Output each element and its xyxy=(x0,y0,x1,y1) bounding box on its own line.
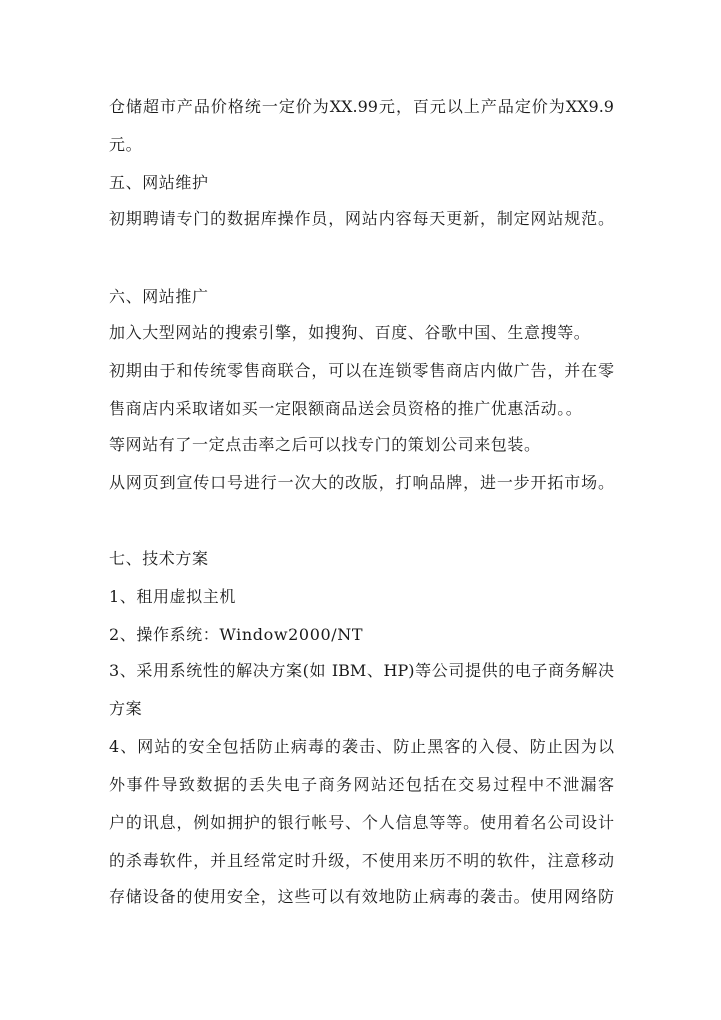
paragraph-line-8: 从网页到宣传口号进行一次大的改版，打响品牌，进一步开拓市场。 xyxy=(109,473,614,492)
list-item-1: 1、租用虚拟主机 xyxy=(109,587,236,606)
list-item-3-line-2: 方案 xyxy=(109,699,143,718)
list-item-2: 2、操作系统：Window2000/NT xyxy=(109,625,364,644)
section-heading-maintenance: 五、网站维护 xyxy=(109,173,209,192)
paragraph-line-3: 初期聘请专门的数据库操作员，网站内容每天更新，制定网站规范。 xyxy=(109,209,614,228)
list-item-4-line-5: 存储设备的使用安全，这些可以有效地防止病毒的袭击。使用网络防 xyxy=(109,887,614,906)
paragraph-line-1: 仓储超市产品价格统一定价为XX.99元，百元以上产品定价为XX9.9 xyxy=(109,97,614,116)
list-item-4-line-1: 4、网站的安全包括防止病毒的袭击、防止黑客的入侵、防止因为以 xyxy=(109,737,614,756)
section-heading-promotion: 六、网站推广 xyxy=(109,287,209,306)
paragraph-line-5: 初期由于和传统零售商联合，可以在连锁零售商店内做广告，并在零 xyxy=(109,361,614,380)
list-item-3-line-1: 3、采用系统性的解决方案(如 IBM、HP)等公司提供的电子商务解决 xyxy=(109,661,614,680)
section-heading-technical: 七、技术方案 xyxy=(109,549,209,568)
paragraph-line-6: 售商店内采取诸如买一定限额商品送会员资格的推广优惠活动。。 xyxy=(109,399,583,418)
paragraph-line-4: 加入大型网站的搜索引擎，如搜狗、百度、谷歌中国、生意搜等。 xyxy=(109,323,591,342)
paragraph-line-7: 等网站有了一定点击率之后可以找专门的策划公司来包装。 xyxy=(109,435,541,454)
list-item-4-line-2: 外事件导致数据的丢失电子商务网站还包括在交易过程中不泄漏客 xyxy=(109,775,614,794)
list-item-4-line-4: 的杀毒软件，并且经常定时升级，不使用来历不明的软件，注意移动 xyxy=(109,851,614,870)
paragraph-line-2: 元。 xyxy=(109,135,143,154)
list-item-4-line-3: 户的讯息，例如拥护的银行帐号、个人信息等等。使用着名公司设计 xyxy=(109,813,614,832)
